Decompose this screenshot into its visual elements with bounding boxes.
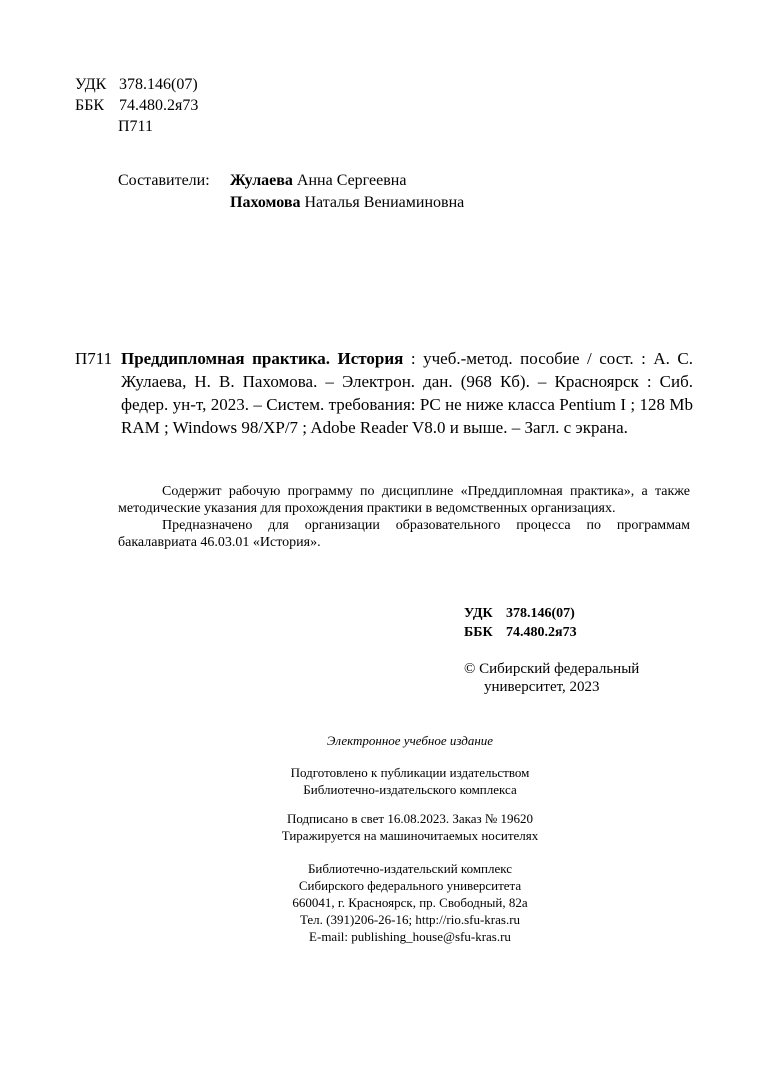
udk-value: 378.146(07) xyxy=(119,76,198,93)
compiler-name: Анна Сергеевна xyxy=(296,172,407,189)
address-line: 660041, г. Красноярск, пр. Свободный, 82а xyxy=(292,895,528,910)
bold-bbk-line xyxy=(464,623,577,642)
bbk-label: ББК xyxy=(75,97,105,114)
entry-body xyxy=(121,347,693,439)
publisher-line-1: Библиотечно-издательский комплекс xyxy=(307,861,513,876)
bold-udk-label: УДК xyxy=(464,606,493,621)
copyright-line-1: © Сибирский федеральный xyxy=(464,661,640,677)
prepared-line-1: Подготовлено к публикации издательством xyxy=(290,765,530,780)
edition-type: Электронное учебное издание xyxy=(326,733,494,748)
compilers-block xyxy=(118,170,464,214)
email-line: E-mail: publishing_house@sfu-kras.ru xyxy=(309,929,511,944)
author-sign: П711 xyxy=(118,118,153,135)
compiler-row-2 xyxy=(118,192,464,214)
compiler-row-1 xyxy=(118,170,464,192)
udk-label: УДК xyxy=(75,76,107,93)
compiler-name: Наталья Вениаминовна xyxy=(304,194,465,211)
prepared-line-2: Библиотечно-издательского комплекса xyxy=(303,782,517,797)
bbk-line xyxy=(75,96,198,116)
signed-line: Подписано в свет 16.08.2023. Заказ № 19620 xyxy=(286,811,534,826)
bold-udk-line xyxy=(464,604,577,623)
bold-udk-value: 378.146(07) xyxy=(506,606,575,621)
bbk-value: 74.480.2я73 xyxy=(119,97,199,114)
bold-bbk-label: ББК xyxy=(464,625,493,640)
bold-bbk-value: 74.480.2я73 xyxy=(506,625,577,640)
compilers-label: Составители: xyxy=(118,172,210,189)
publisher-line-2: Сибирского федерального университета xyxy=(298,878,522,893)
udk-line xyxy=(75,75,198,95)
copies-line: Тиражируется на машиночитаемых носителях xyxy=(281,828,539,843)
bibliographic-entry xyxy=(75,347,693,439)
bold-codes-block xyxy=(464,604,577,642)
compiler-surname: Жулаева xyxy=(230,172,293,189)
entry-title: Преддипломная практика. История xyxy=(121,349,404,368)
entry-text: : учеб.-метод. пособие / сост. : А. С. Жулаева, Н. В. Пахомова. – Электрон. дан. (968 Кб). – Красноярск : Сиб. федер. ун-т, 2023. – Систем. требования: PC не ниже класса Pentium I ; 128 Mb RAM ; Windows 98/XP/7 ; Adobe Reader V8.0 и выше. – Загл. с экрана. xyxy=(121,349,693,437)
entry-code: П711 xyxy=(75,349,113,368)
phone-site-line: Тел. (391)206-26-16; http://rio.sfu-kras.ru xyxy=(299,912,521,927)
copyright xyxy=(464,660,639,696)
compiler-surname: Пахомова xyxy=(230,194,301,211)
annotation-paragraph: Предназначено для организации образовательного процесса по программам бакалавриата 46.03.01 «История». xyxy=(118,518,690,550)
copyright-line-2: университет, 2023 xyxy=(484,679,600,695)
annotation-paragraph: Содержит рабочую программу по дисциплине «Преддипломная практика», а также методические указания для прохождения практики в ведомственных организациях. xyxy=(118,484,690,516)
annotation xyxy=(118,483,690,551)
